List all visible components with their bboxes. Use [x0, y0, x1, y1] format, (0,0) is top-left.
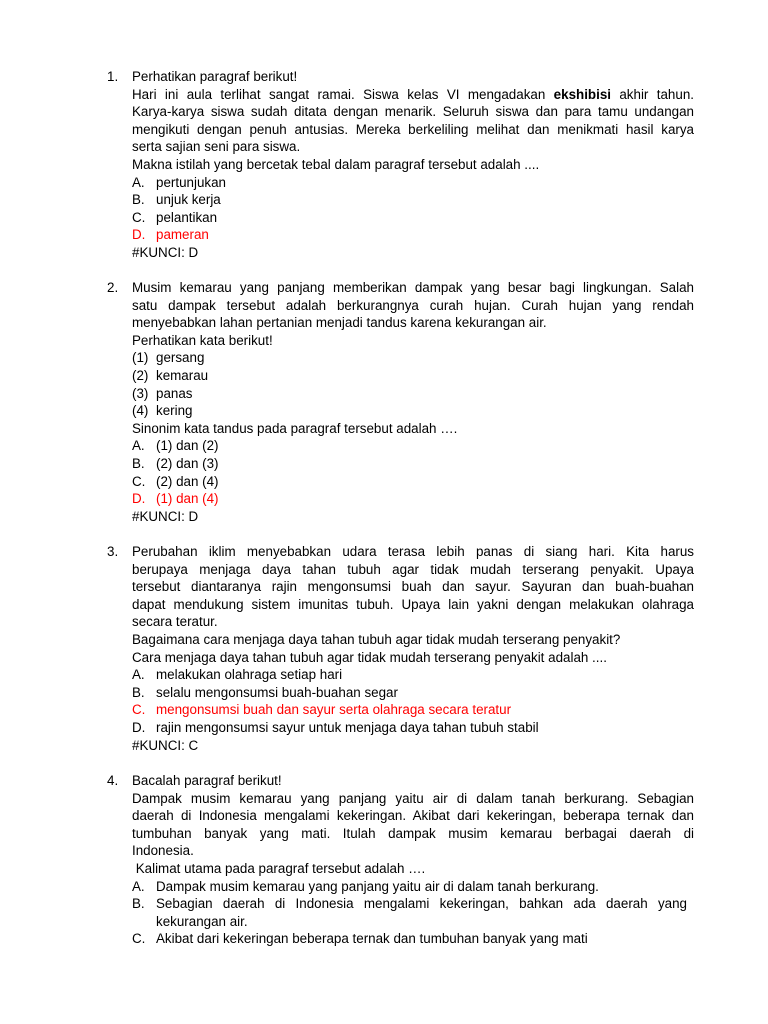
answer-key: #KUNCI: D: [132, 244, 199, 260]
question-body: [132, 68, 694, 262]
option-a: A. (1) dan (2): [132, 438, 219, 454]
question-number: 3.: [107, 544, 119, 559]
option-a: A. melakukan olahraga setiap hari: [132, 667, 343, 683]
option-b: B. Sebagian daerah di Indonesia mengalami kekeringan, bahkan ada daerah yang kekurangan air.: [132, 896, 687, 929]
option-b: B. unjuk kerja: [132, 192, 221, 208]
question-body: [132, 772, 694, 948]
word-1: (1) gersang: [132, 350, 205, 366]
paragraph-line: berupaya menjaga daya tahan tubuh agar tidak mudah terserang penyakit. Upaya: [132, 561, 694, 577]
paragraph-line: Dampak musim kemarau yang panjang yaitu air di dalam tanah berkurang. Sebagian: [132, 790, 694, 806]
paragraph-line: mengikuti dengan penuh antusias. Mereka berkeliling melihat dan menikmati hasil karya: [132, 121, 694, 137]
question-prompt: Makna istilah yang bercetak tebal dalam paragraf tersebut adalah ....: [132, 156, 540, 172]
option-c: C. Akibat dari kekeringan beberapa ternak dan tumbuhan banyak yang mati: [132, 931, 588, 947]
paragraph-line: daerah di Indonesia mengalami kekeringan. Akibat dari kekeringan, beberapa ternak dan: [132, 808, 694, 824]
paragraph-line: menyebabkan lahan pertanian menjadi tandus karena kekurangan air.: [132, 315, 547, 331]
question-body: [132, 279, 694, 525]
instruction: Perhatikan kata berikut!: [132, 332, 273, 348]
paragraph-line: dapat mendukung sistem imunitas tubuh. Upaya lain yakni dengan melakukan olahraga: [132, 596, 694, 612]
question-text: Bagaimana cara menjaga daya tahan tubuh agar tidak mudah terserang penyakit?: [132, 631, 621, 647]
answer-key: #KUNCI: D: [132, 508, 199, 524]
paragraph-line: secara teratur.: [132, 614, 218, 630]
instruction: Perhatikan paragraf berikut!: [132, 69, 298, 84]
answer-key: #KUNCI: C: [132, 737, 199, 753]
option-b: B. (2) dan (3): [132, 455, 219, 471]
option-d-correct: D. pameran: [132, 227, 209, 243]
question-prompt: Sinonim kata tandus pada paragraf tersebut adalah ….: [132, 420, 458, 436]
option-d-correct: D. (1) dan (4): [132, 491, 219, 507]
question-prompt: Kalimat utama pada paragraf tersebut adalah ….: [132, 860, 426, 876]
bold-term: ekshibisi: [553, 86, 611, 102]
word-2: (2) kemarau: [132, 367, 209, 383]
word-3: (3) panas: [132, 385, 193, 401]
option-c: C. pelantikan: [132, 209, 218, 225]
option-a: A. Dampak musim kemarau yang panjang yaitu air di dalam tanah berkurang.: [132, 878, 599, 894]
question-number: 2.: [107, 280, 119, 295]
paragraph-line: Indonesia.: [132, 843, 194, 859]
option-a: A. pertunjukan: [132, 174, 226, 190]
instruction: Bacalah paragraf berikut!: [132, 773, 282, 788]
paragraph-line: tumbuhan banyak yang mati. Itulah dampak musim kemarau berbagai daerah di: [132, 825, 694, 841]
option-d: D. rajin mengonsumsi sayur untuk menjaga daya tahan tubuh stabil: [132, 719, 539, 735]
question-body: [132, 543, 694, 754]
paragraph-line: Hari ini aula terlihat sangat ramai. Siswa kelas VI mengadakan ekshibisi akhir tahun.: [132, 86, 694, 102]
paragraph-line: Karya-karya siswa sudah ditata dengan menarik. Seluruh siswa dan para tamu undangan: [132, 104, 694, 120]
question-number: 4.: [107, 773, 119, 788]
question-prompt: Cara menjaga daya tahan tubuh agar tidak mudah terserang penyakit adalah ....: [132, 649, 607, 665]
option-c: C. (2) dan (4): [132, 473, 219, 489]
paragraph-line: satu dampak tersebut adalah berkurangnya curah hujan. Curah hujan yang rendah: [132, 297, 694, 313]
paragraph-line: tersebut diantaranya rajin mengonsumsi buah dan sayur. Sayuran dan buah-buahan: [132, 579, 694, 595]
word-4: (4) kering: [132, 403, 193, 419]
question-number: 1.: [107, 69, 119, 84]
option-c-correct: C. mengonsumsi buah dan sayur serta olahraga secara teratur: [132, 702, 512, 718]
option-b: B. selalu mengonsumsi buah-buahan segar: [132, 684, 398, 700]
paragraph-line: Musim kemarau yang panjang memberikan dampak yang besar bagi lingkungan. Salah: [132, 280, 694, 295]
paragraph-line: Perubahan iklim menyebabkan udara terasa lebih panas di siang hari. Kita harus: [132, 544, 694, 559]
paragraph-line: serta sajian seni para siswa.: [132, 139, 301, 155]
